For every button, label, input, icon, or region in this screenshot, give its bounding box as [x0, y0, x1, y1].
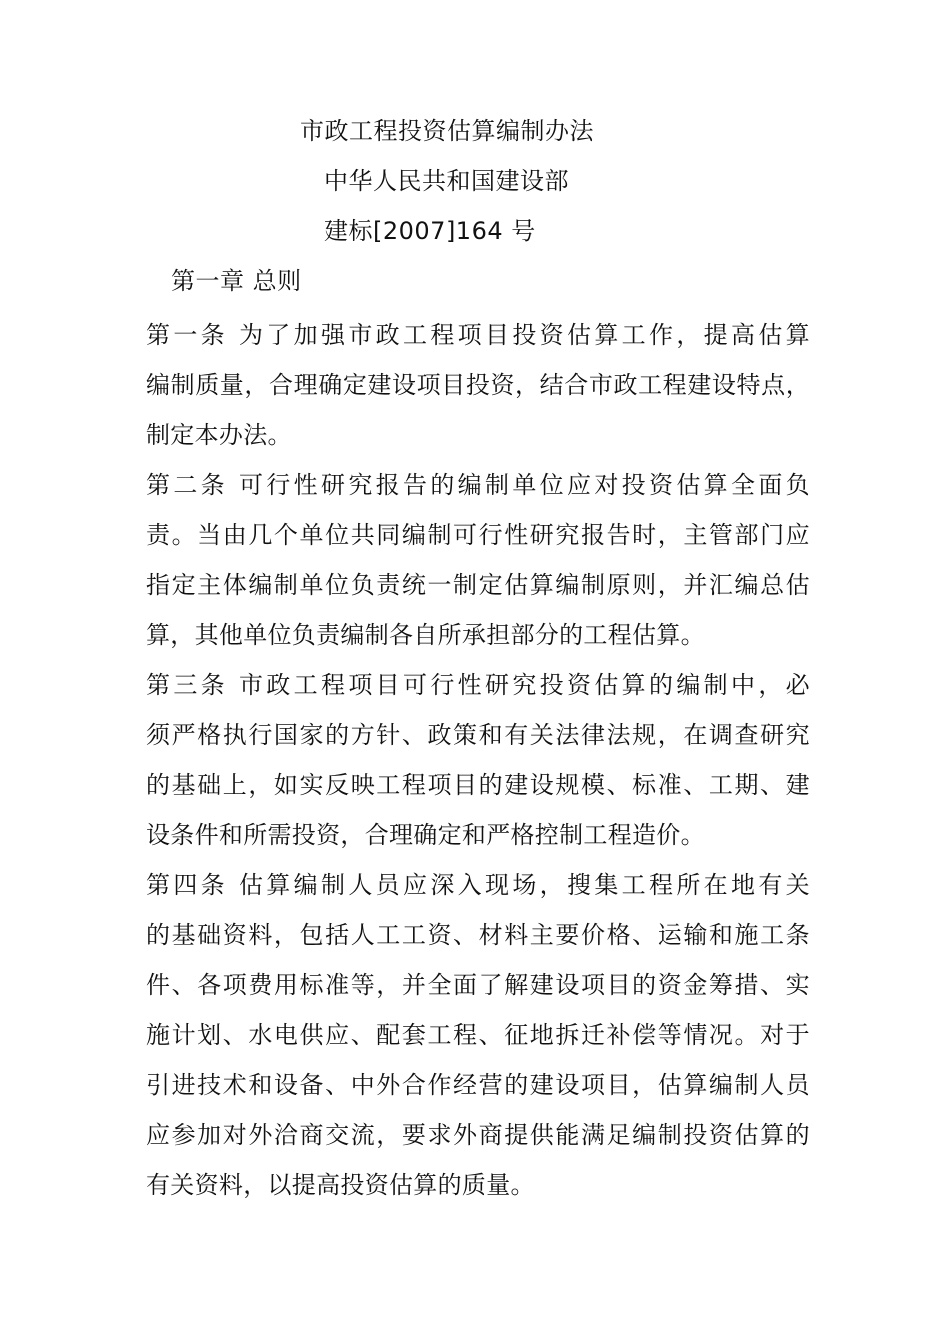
- article-line: 有关资料，以提高投资估算的质量。: [146, 1171, 535, 1199]
- article-line: 第一条 为了加强市政工程项目投资估算工作，提高估算: [146, 321, 810, 349]
- article-3: [146, 660, 810, 860]
- article-line: 第二条 可行性研究报告的编制单位应对投资估算全面负: [146, 471, 810, 499]
- article-line: 的基础资料，包括人工工资、材料主要价格、运输和施工条: [146, 921, 810, 949]
- article-2: [146, 460, 810, 660]
- article-line: 引进技术和设备、中外合作经营的建设项目，估算编制人员: [146, 1071, 810, 1099]
- article-line: 施计划、水电供应、配套工程、征地拆迁补偿等情况。对于: [146, 1021, 810, 1049]
- document-issuer: 中华人民共和国建设部: [324, 167, 569, 195]
- article-line: 责。当由几个单位共同编制可行性研究报告时，主管部门应: [146, 521, 810, 549]
- article-4: [146, 860, 810, 1210]
- article-line: 件、各项费用标准等，并全面了解建设项目的资金筹措、实: [146, 971, 810, 999]
- article-line: 第三条 市政工程项目可行性研究投资估算的编制中，必: [146, 671, 810, 699]
- article-line: 指定主体编制单位负责统一制定估算编制原则，并汇编总估: [146, 571, 810, 599]
- article-1: [146, 310, 810, 460]
- article-line: 制定本办法。: [146, 421, 292, 449]
- document-title: 市政工程投资估算编制办法: [300, 117, 594, 145]
- article-line: 应参加对外洽商交流，要求外商提供能满足编制投资估算的: [146, 1121, 810, 1149]
- article-line: 第四条 估算编制人员应深入现场，搜集工程所在地有关: [146, 871, 810, 899]
- chapter-heading: 第一章 总则: [171, 267, 302, 295]
- document-number: 建标[2007]164 号: [324, 217, 536, 245]
- article-line: 编制质量，合理确定建设项目投资，结合市政工程建设特点，: [146, 371, 810, 399]
- article-line: 须严格执行国家的方针、政策和有关法律法规，在调查研究: [146, 721, 810, 749]
- article-line: 设条件和所需投资，合理确定和严格控制工程造价。: [146, 821, 705, 849]
- article-line: 的基础上，如实反映工程项目的建设规模、标准、工期、建: [146, 771, 810, 799]
- article-line: 算，其他单位负责编制各自所承担部分的工程估算。: [146, 621, 705, 649]
